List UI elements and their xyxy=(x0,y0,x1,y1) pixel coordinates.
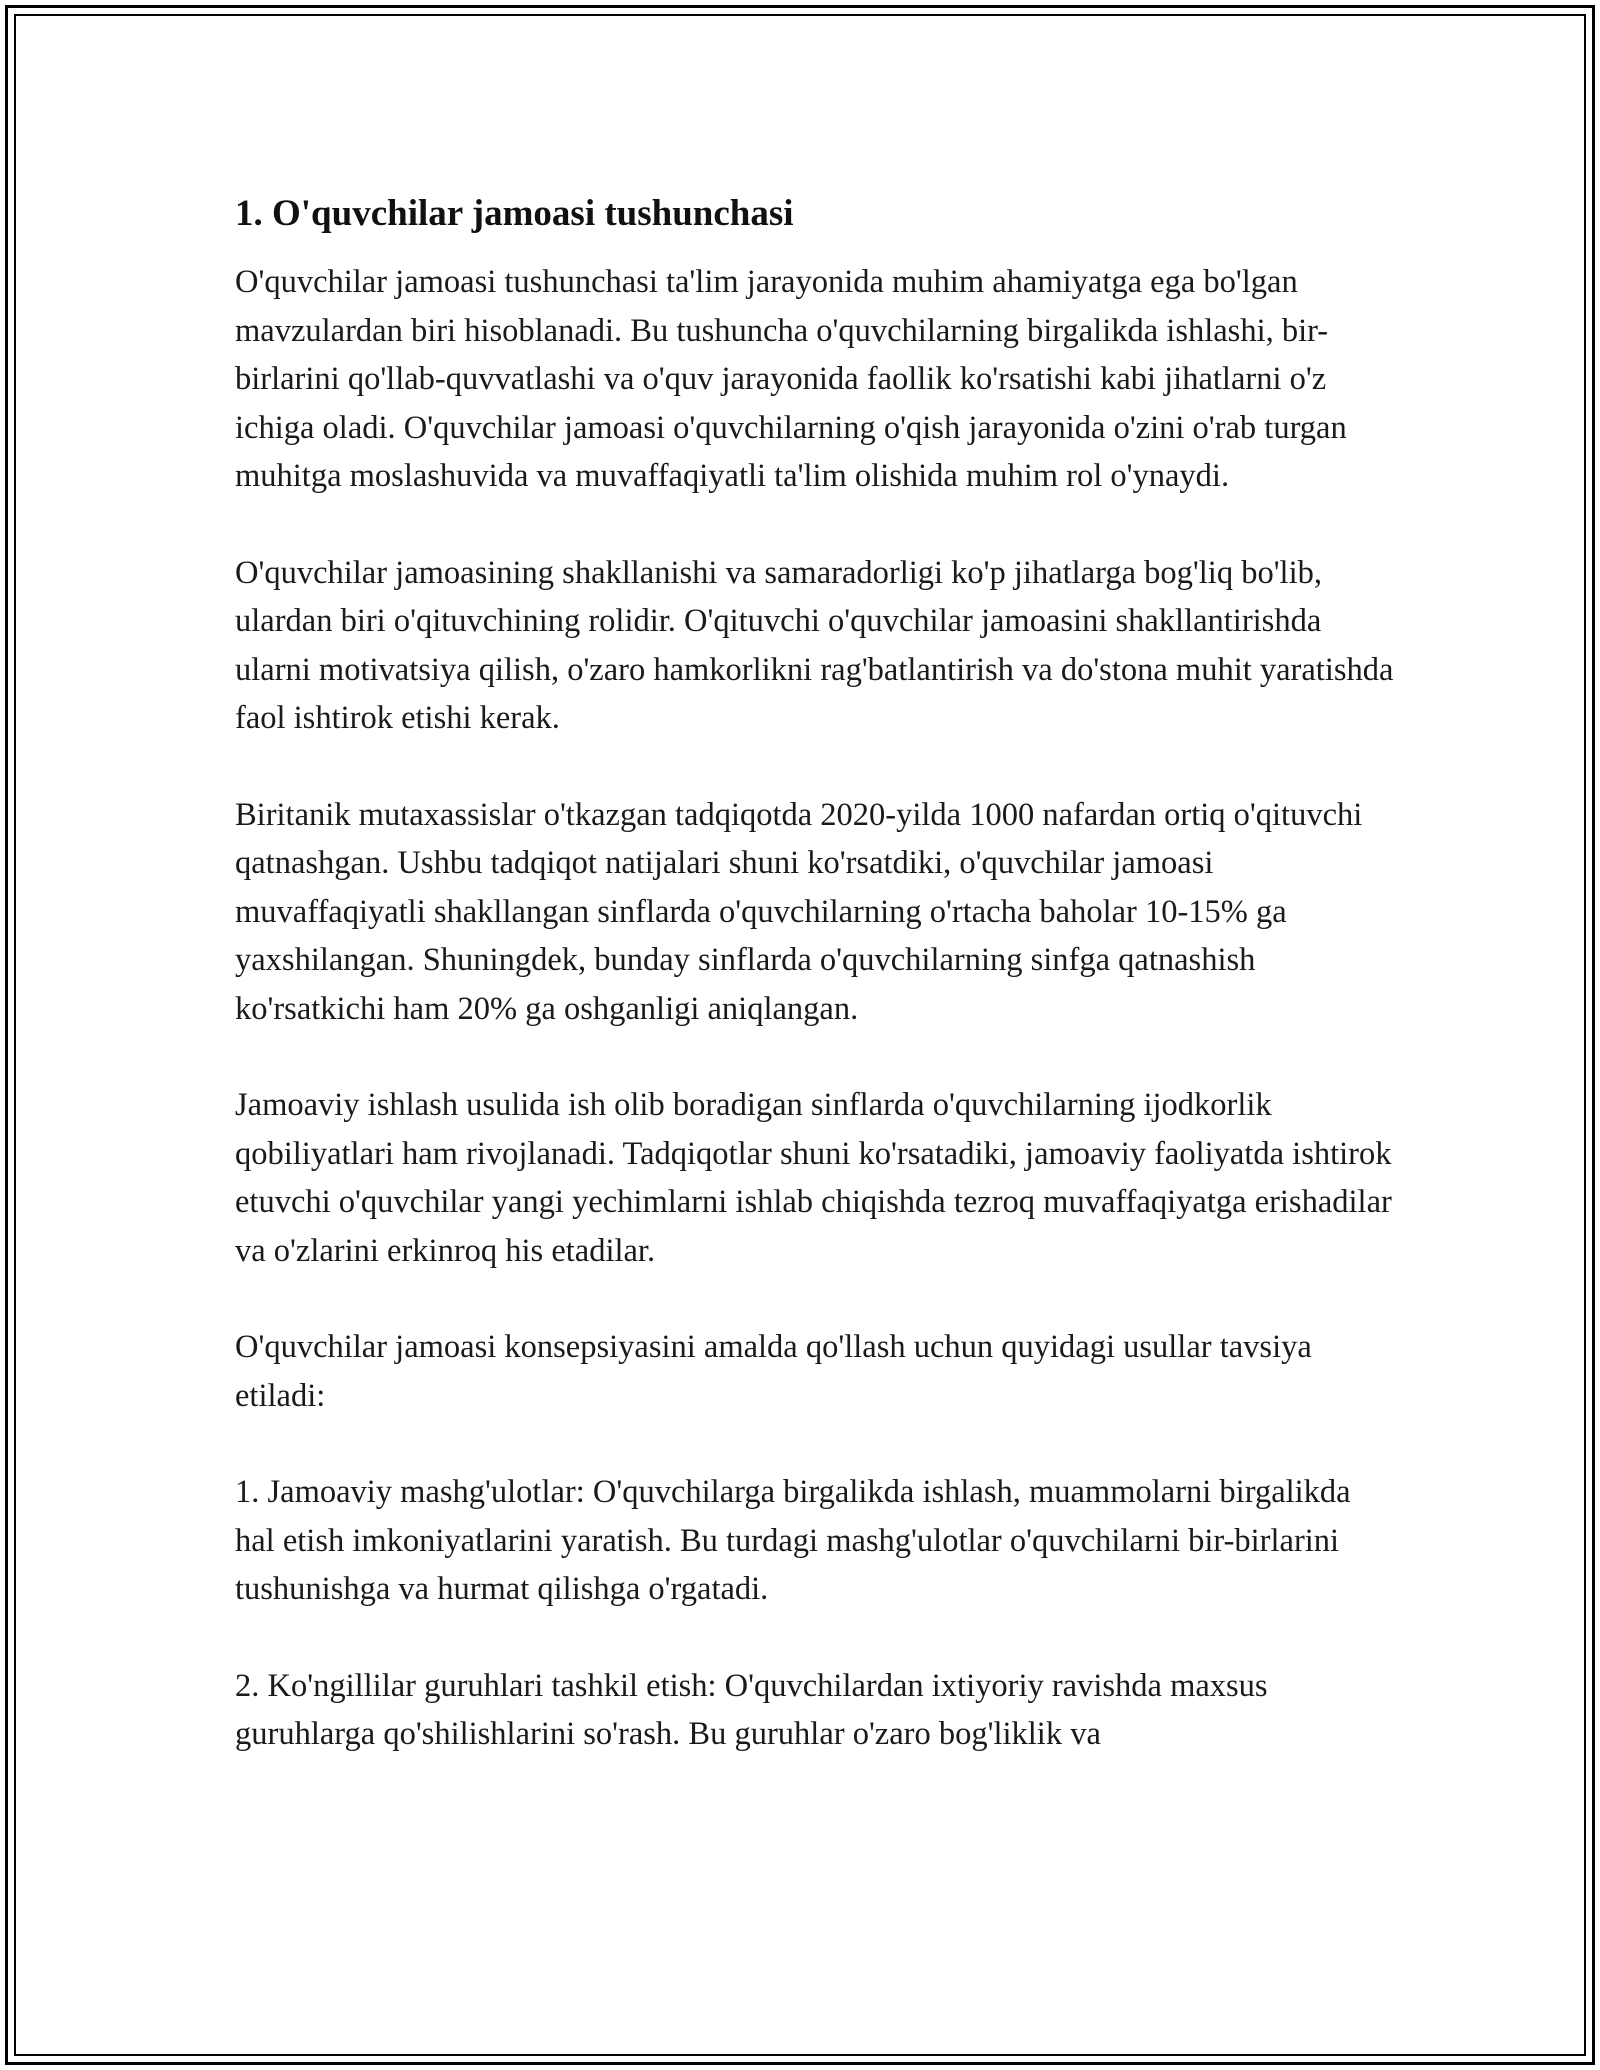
paragraph-teacher-role: O'quvchilar jamoasining shakllanishi va samaradorligi ko'p jihatlarga bog'liq bo'lib, ulardan biri o'qituvchining rolidir. O'qituvchi o'quvchilar jamoasini shakllantirishda ularni motivatsiya qilish, o'zaro hamkorlikni rag'batlantirish va do'stona muhit yaratishda faol ishtirok etishi kerak. xyxy=(235,554,1394,736)
list-item-group-exercises: 1. Jamoaviy mashg'ulotlar: O'quvchilarga birgalikda ishlash, muammolarni birgalikda hal etish imkoniyatlarini yaratish. Bu turdagi mashg'ulotlar o'quvchilarni bir-birlarini tushunishga va hurmat qilishga o'rgatadi. xyxy=(235,1474,1351,1607)
document-body xyxy=(235,188,1395,1759)
section-heading: 1. O'quvchilar jamoasi tushunchasi xyxy=(235,193,794,234)
paragraph-methods-intro: O'quvchilar jamoasi konsepsiyasini amalda qo'llash uchun quyidagi usullar tavsiya etiladi: xyxy=(235,1329,1312,1414)
paragraph-creativity: Jamoaviy ishlash usulida ish olib boradigan sinflarda o'quvchilarning ijodkorlik qobiliyatlari ham rivojlanadi. Tadqiqotlar shuni ko'rsatadiki, jamoaviy faoliyatda ishtirok etuvchi o'quvchilar yangi yechimlarni ishlab chiqishda tezroq muvaffaqiyatga erishadilar va o'zlarini erkinroq his etadilar. xyxy=(235,1087,1392,1269)
list-item-volunteer-groups: 2. Ko'ngillilar guruhlari tashkil etish: O'quvchilardan ixtiyoriy ravishda maxsus guruhlarga qo'shilishlarini so'rash. Bu guruhlar o'zaro bog'liklik va xyxy=(235,1667,1268,1752)
paragraph-research: Biritanik mutaxassislar o'tkazgan tadqiqotda 2020-yilda 1000 nafardan ortiq o'qituvchi qatnashgan. Ushbu tadqiqot natijalari shuni ko'rsatdiki, o'quvchilar jamoasi muvaffaqiyatli shakllangan sinflarda o'quvchilarning o'rtacha baholar 10-15% ga yaxshilangan. Shuningdek, bunday sinflarda o'quvchilarning sinfga qatnashish ko'rsatkichi ham 20% ga oshganligi aniqlangan. xyxy=(235,796,1363,1027)
paragraph-intro: O'quvchilar jamoasi tushunchasi ta'lim jarayonida muhim ahamiyatga ega bo'lgan mavzulardan biri hisoblanadi. Bu tushuncha o'quvchilarning birgalikda ishlashi, bir-birlarini qo'llab-quvvatlashi va o'quv jarayonida faollik ko'rsatishi kabi jihatlarni o'z ichiga oladi. O'quvchilar jamoasi o'quvchilarning o'qish jarayonida o'zini o'rab turgan muhitga moslashuvida va muvaffaqiyatli ta'lim olishida muhim rol o'ynaydi. xyxy=(235,264,1347,494)
